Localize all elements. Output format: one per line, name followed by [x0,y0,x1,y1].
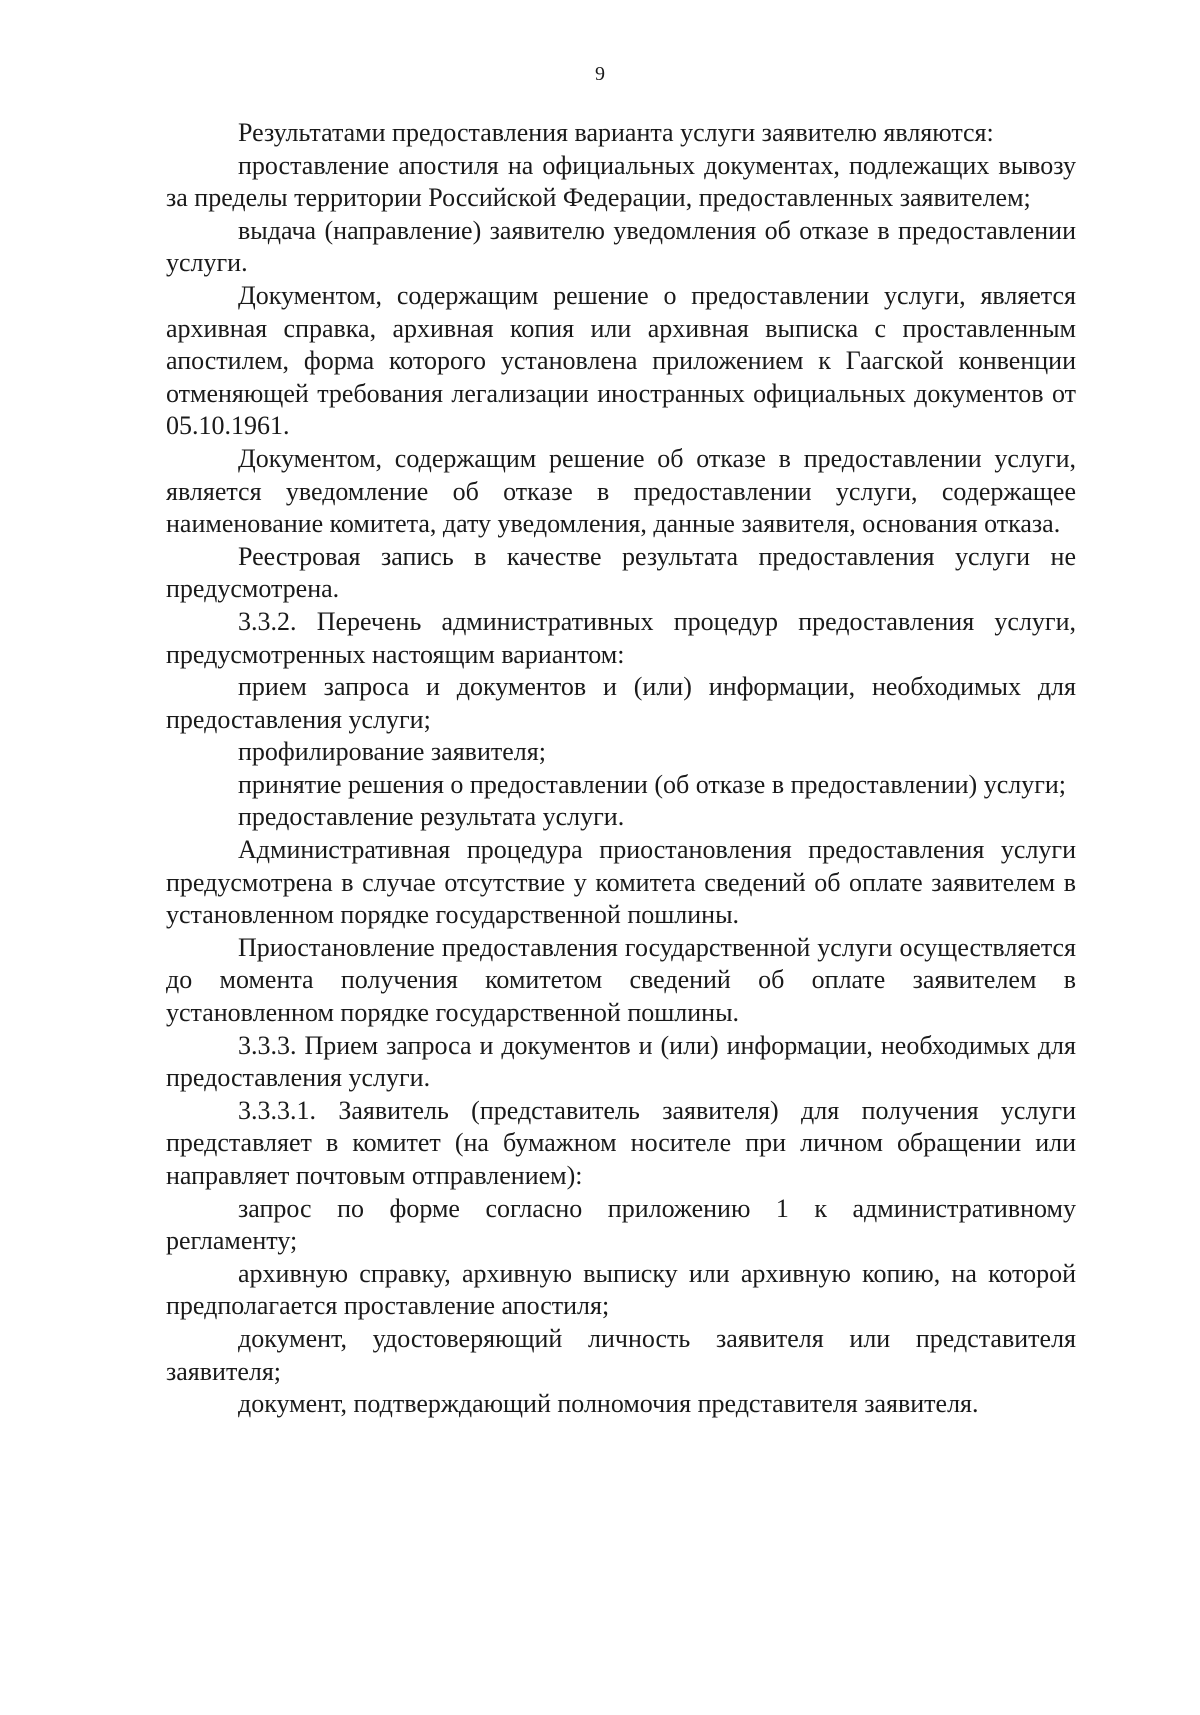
paragraph-suspension-term: Приостановление предоставления государственной услуги осуществляется до момента получения комитетом сведений об оплате заявителем в установленном порядке государственной пошлины. [166,932,1076,1028]
paragraph-apostille-result: проставление апостиля на официальных документах, подлежащих вывозу за пределы территории Российской Федерации, предоставленных заявителем; [166,150,1076,213]
paragraph-refusal-notice: выдача (направление) заявителю уведомления об отказе в предоставлении услуги. [166,215,1076,278]
paragraph-decision-document: Документом, содержащим решение о предоставлении услуги, является архивная справка, архивная копия или архивная выписка с проставленным апостилем, форма которого установлена приложением к Гаагской конвенции отменяющей требования легализации иностранных официальных документов от 05.10.1961. [166,280,1076,441]
list-item-identity-document: документ, удостоверяющий личность заявителя или представителя заявителя; [166,1323,1076,1386]
paragraph-section-3-3-3-1: 3.3.3.1. Заявитель (представитель заявителя) для получения услуги представляет в комитет (на бумажном носителе при личном обращении или направляет почтовым отправлением): [166,1095,1076,1190]
paragraph-refusal-document: Документом, содержащим решение об отказе в предоставлении услуги, является уведомление об отказе в предоставлении услуги, содержащее наименование комитета, дату уведомления, данные заявителя, основания отказа. [166,443,1076,539]
paragraph-registry-record: Реестровая запись в качестве результата предоставления услуги не предусмотрена. [166,541,1076,604]
document-body [166,117,1076,1421]
list-item-decision: принятие решения о предоставлении (об отказе в предоставлении) услуги; [238,769,1067,799]
list-item-authority-document: документ, подтверждающий полномочия представителя заявителя. [238,1389,979,1419]
paragraph-section-3-3-3: 3.3.3. Прием запроса и документов и (или) информации, необходимых для предоставления услуги. [166,1030,1076,1093]
page-number: 9 [595,63,605,85]
list-item-profiling: профилирование заявителя; [238,737,546,767]
list-item-archive-document: архивную справку, архивную выписку или архивную копию, на которой предполагается проставление апостиля; [166,1258,1076,1321]
list-item-request-reception: прием запроса и документов и (или) информации, необходимых для предоставления услуги; [166,672,1076,734]
paragraph-results-intro: Результатами предоставления варианта услуги заявителю являются: [238,118,994,147]
paragraph-section-3-3-2: 3.3.2. Перечень административных процедур предоставления услуги, предусмотренных настоящим вариантом: [166,606,1076,669]
list-item-request-form: запрос по форме согласно приложению 1 к административному регламенту; [166,1193,1076,1256]
list-item-result-delivery: предоставление результата услуги. [238,802,625,832]
paragraph-suspension-procedure: Административная процедура приостановления предоставления услуги предусмотрена в случае отсутствие у комитета сведений об оплате заявителем в установленном порядке государственной пошлины. [166,835,1076,930]
